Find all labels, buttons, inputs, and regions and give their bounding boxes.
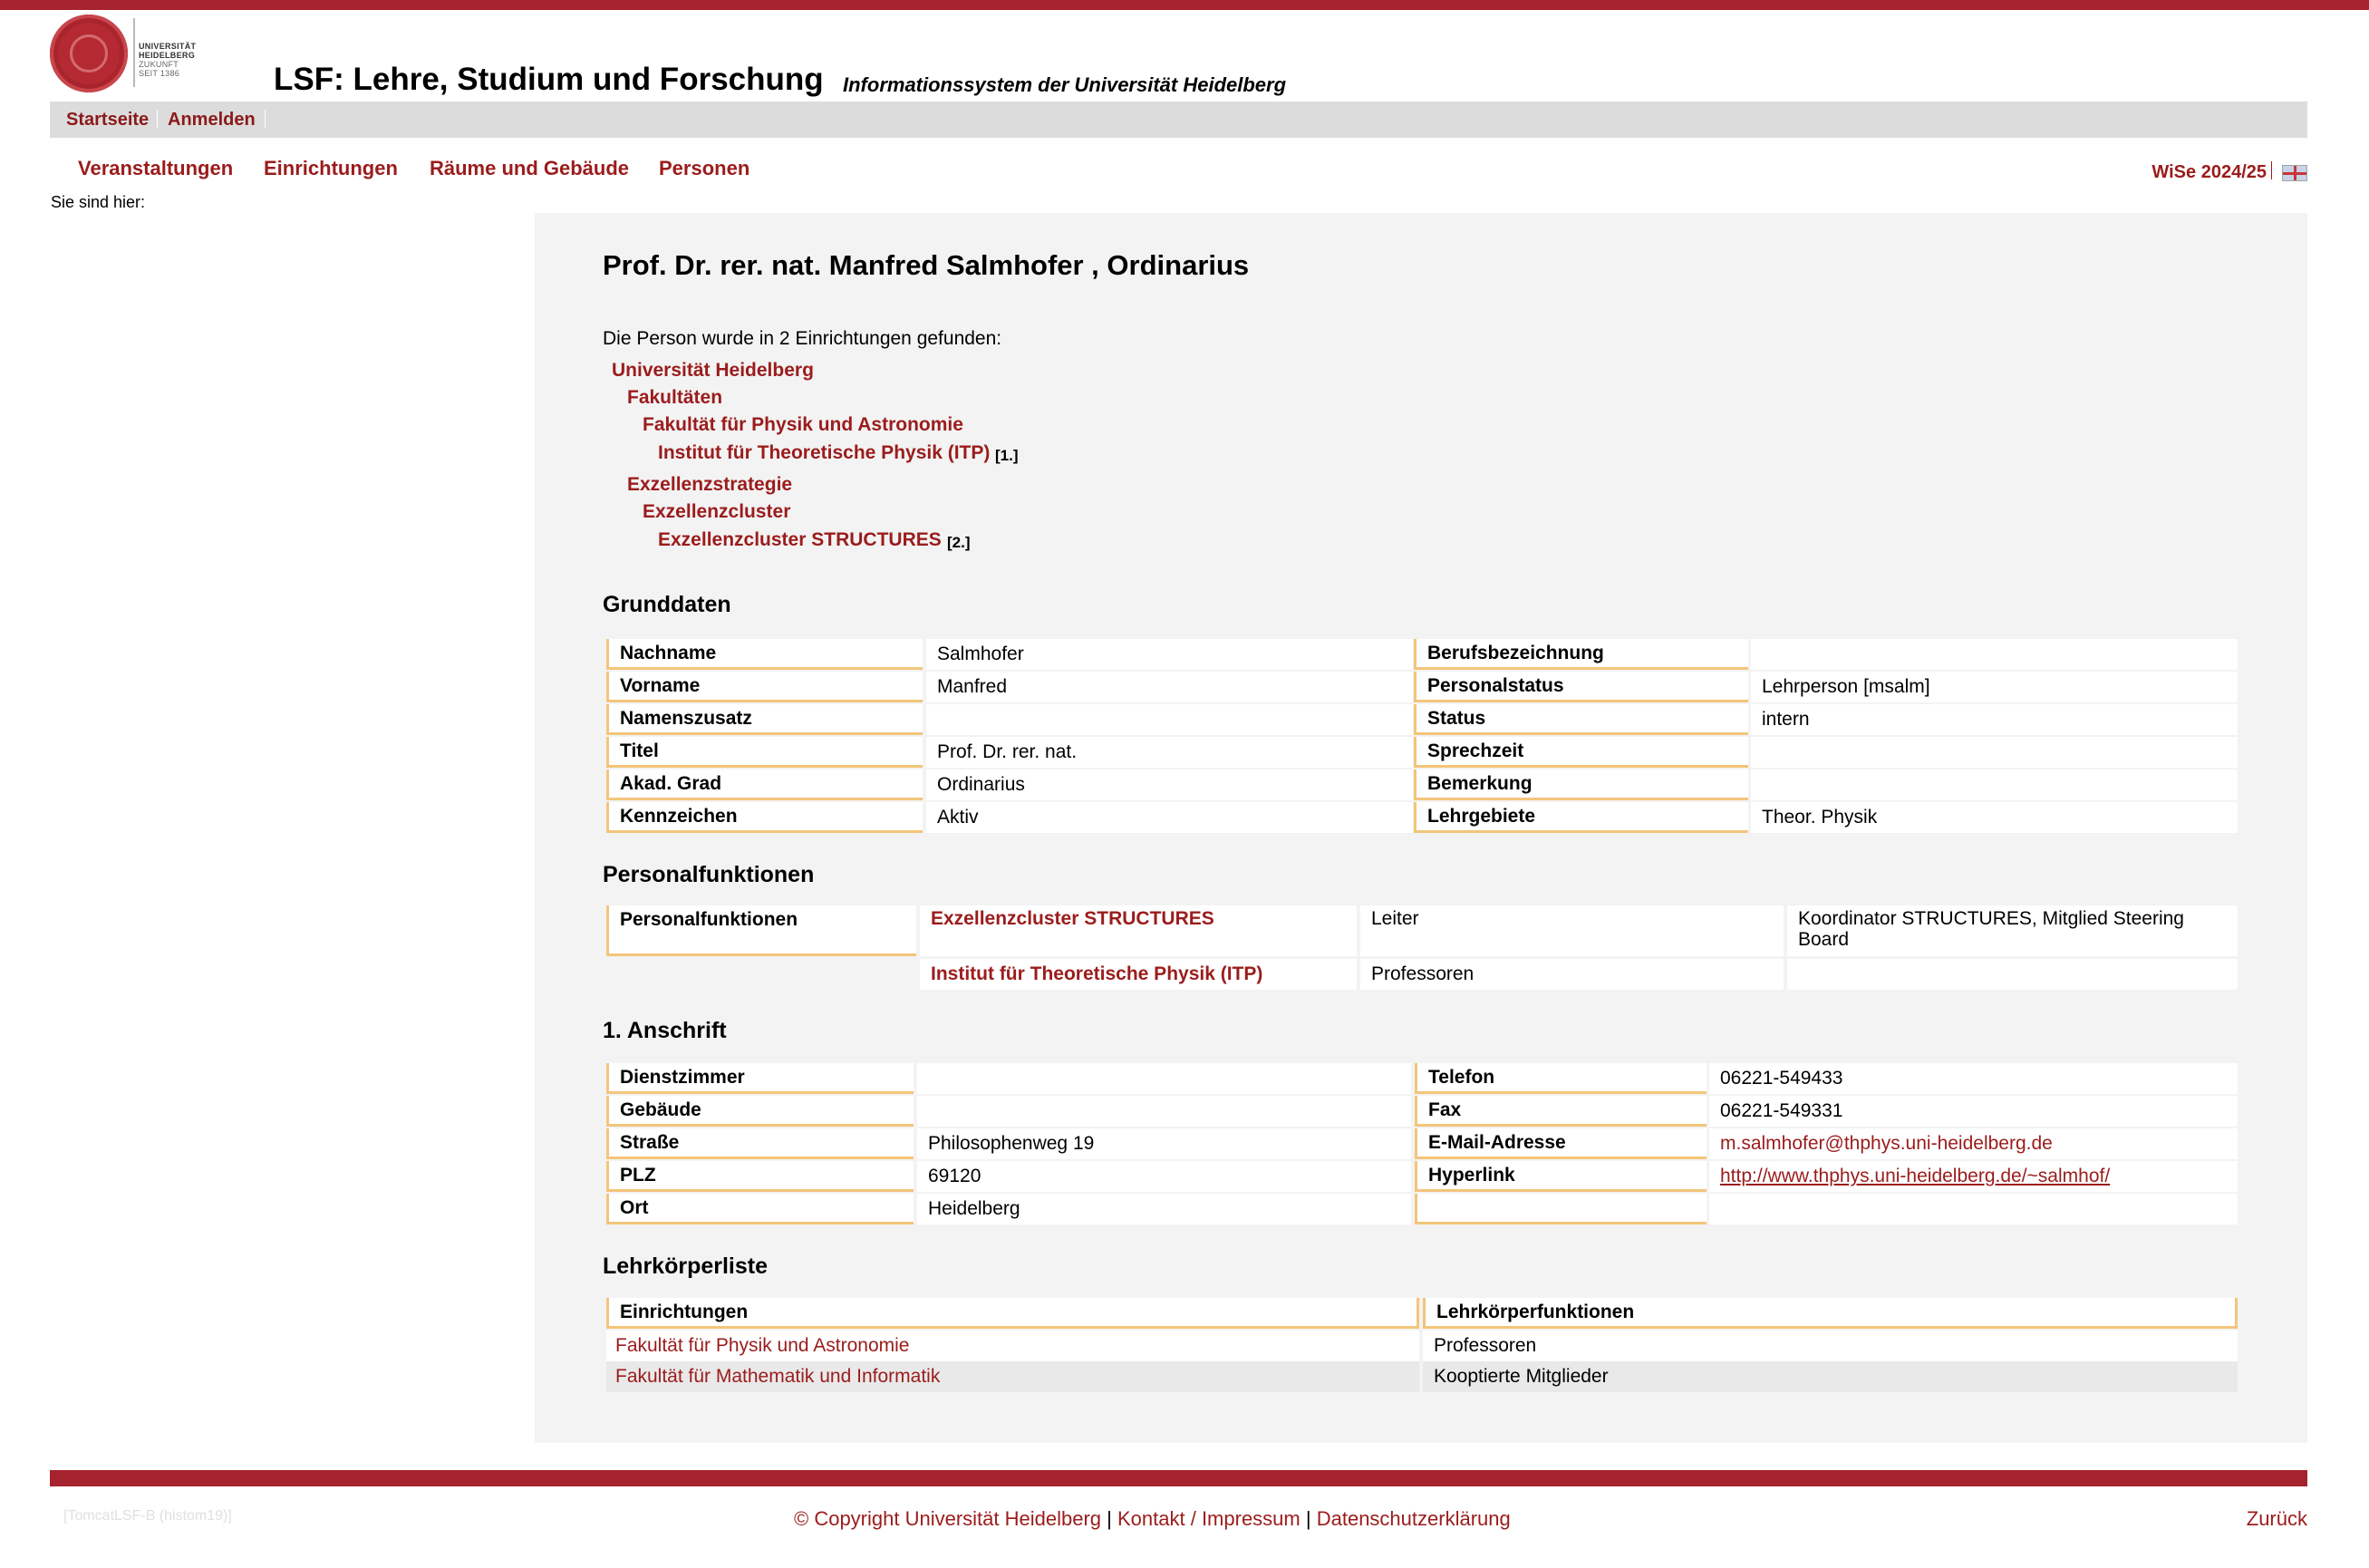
field-value: intern: [1751, 704, 2238, 735]
logo-line: HEIDELBERG: [139, 51, 196, 60]
field-value: [926, 704, 1413, 735]
table-row: [606, 672, 2238, 702]
breadcrumb: Sie sind hier:: [51, 193, 146, 211]
field-value: Lehrperson [msalm]: [1751, 672, 2238, 702]
logo-line: ZUKUNFT: [139, 60, 179, 69]
field-label: [1415, 1194, 1707, 1224]
field-value: 06221-549331: [1709, 1096, 2238, 1127]
content-panel: [535, 213, 2307, 1443]
field-label: Personalfunktionen: [606, 905, 916, 956]
field-label: Bemerkung: [1414, 769, 1748, 800]
column-header: Lehrkörperfunktionen: [1423, 1298, 2238, 1329]
funktion-bemerkung: Koordinator STRUCTURES, Mitglied Steering Board: [1787, 905, 2238, 956]
table-cell: [606, 1331, 1419, 1361]
field-label: Ort: [606, 1194, 914, 1224]
field-value: Aktiv: [926, 802, 1413, 833]
email-link[interactable]: m.salmhofer@thphys.uni-heidelberg.de: [1720, 1133, 2053, 1154]
tree-item[interactable]: Institut für Theoretische Physik (ITP): [658, 442, 991, 463]
link-separator: [265, 110, 266, 128]
found-text: Die Person wurde in 2 Einrichtungen gefunden:: [603, 328, 1002, 349]
top-link-bar: [50, 102, 2307, 138]
logo-line: UNIVERSITÄT: [139, 42, 197, 51]
lehrkoerper-title: Lehrkörperliste: [603, 1253, 769, 1279]
field-label: Vorname: [606, 672, 923, 702]
kontakt-link[interactable]: Kontakt / Impressum: [1117, 1507, 1301, 1530]
table-row: [606, 639, 2238, 670]
university-logo[interactable]: [50, 15, 204, 94]
table-row: [606, 704, 2238, 735]
field-value: [1709, 1128, 2238, 1159]
field-label: Akad. Grad: [606, 769, 923, 800]
semester-selector[interactable]: WiSe 2024/25: [2151, 162, 2267, 182]
field-label: Kennzeichen: [606, 802, 923, 833]
grunddaten-title: Grunddaten: [603, 592, 731, 617]
tree-ref: [2.]: [947, 534, 971, 551]
footer-separator: |: [1305, 1507, 1311, 1530]
logo-divider: [133, 18, 135, 87]
einrichtung-link[interactable]: Fakultät für Physik und Astronomie: [615, 1335, 910, 1356]
back-link[interactable]: Zurück: [2246, 1507, 2307, 1530]
einrichtung-link[interactable]: Institut für Theoretische Physik (ITP): [931, 963, 1263, 984]
field-label: Titel: [606, 737, 923, 768]
tree-item[interactable]: Exzellenzcluster STRUCTURES: [658, 529, 942, 550]
uk-flag-icon[interactable]: [2282, 165, 2307, 181]
nav-raeume-gebaeude[interactable]: Räume und Gebäude: [430, 157, 630, 179]
table-cell: [606, 1361, 1419, 1392]
field-value: [1751, 737, 2238, 768]
field-value: 69120: [917, 1161, 1411, 1192]
table-row: [606, 737, 2238, 768]
field-label: E-Mail-Adresse: [1415, 1128, 1707, 1159]
funktion-einrichtung: [920, 959, 1357, 990]
table-cell: Professoren: [1423, 1331, 2238, 1361]
field-label: Fax: [1415, 1096, 1707, 1127]
app-subtitle: Informationssystem der Universität Heidelberg: [843, 73, 1287, 96]
field-value: [1751, 639, 2238, 670]
link-separator: [157, 110, 158, 128]
einrichtung-link[interactable]: Exzellenzcluster STRUCTURES: [931, 908, 1214, 929]
field-value: [1751, 769, 2238, 800]
anschrift-title: 1. Anschrift: [603, 1018, 727, 1043]
table-row: [606, 1194, 2238, 1224]
server-tag: [TomcatLSF-B (histom19)]: [63, 1508, 232, 1524]
table-row: [606, 1063, 2238, 1094]
university-seal-icon: [50, 15, 128, 92]
field-label: Hyperlink: [1415, 1161, 1707, 1192]
field-value: [1709, 1194, 2238, 1224]
field-value: Prof. Dr. rer. nat.: [926, 737, 1413, 768]
field-label: Berufsbezeichnung: [1414, 639, 1748, 670]
field-label: Sprechzeit: [1414, 737, 1748, 768]
tree-item[interactable]: Exzellenzstrategie: [627, 474, 793, 495]
funktion-name: Professoren: [1360, 959, 1784, 990]
field-label: Lehrgebiete: [1414, 802, 1748, 833]
startseite-link[interactable]: Startseite: [66, 110, 150, 130]
tree-item[interactable]: Universität Heidelberg: [612, 360, 814, 381]
nav-einrichtungen[interactable]: Einrichtungen: [264, 157, 398, 179]
page-title: Prof. Dr. rer. nat. Manfred Salmhofer , Ordinarius: [603, 249, 1250, 281]
table-row: [606, 769, 2238, 800]
field-label: Straße: [606, 1128, 914, 1159]
footer-brand-bar: [50, 1470, 2307, 1486]
field-value: Ordinarius: [926, 769, 1413, 800]
funktion-name: Leiter: [1360, 905, 1784, 956]
column-header: Einrichtungen: [606, 1298, 1419, 1329]
app-title: LSF: Lehre, Studium und Forschung: [274, 62, 824, 97]
tree-item[interactable]: Exzellenzcluster: [643, 501, 791, 522]
field-value: [1709, 1161, 2238, 1192]
top-brand-bar: [0, 0, 2369, 10]
field-label: Status: [1414, 704, 1748, 735]
table-row: [606, 802, 2238, 833]
tree-item[interactable]: Fakultäten: [627, 387, 723, 408]
field-value: Philosophenweg 19: [917, 1128, 1411, 1159]
logo-line: SEIT 1386: [139, 69, 180, 78]
nav-veranstaltungen[interactable]: Veranstaltungen: [78, 157, 234, 179]
field-value: 06221-549433: [1709, 1063, 2238, 1094]
anmelden-link[interactable]: Anmelden: [168, 110, 256, 130]
table-row: [606, 1096, 2238, 1127]
field-label: Namenszusatz: [606, 704, 923, 735]
copyright-link[interactable]: © Copyright Universität Heidelberg: [794, 1507, 1102, 1530]
field-value: Salmhofer: [926, 639, 1413, 670]
footer-separator: |: [1107, 1507, 1112, 1530]
semester-separator: [2271, 161, 2272, 179]
einrichtung-link[interactable]: Fakultät für Mathematik und Informatik: [615, 1366, 941, 1387]
field-value: [917, 1063, 1411, 1094]
personalfunktionen-title: Personalfunktionen: [603, 862, 815, 887]
table-row: [606, 1161, 2238, 1192]
field-label: Gebäude: [606, 1096, 914, 1127]
funktion-bemerkung: [1787, 959, 2238, 990]
logo-wordmark: [139, 42, 196, 78]
table-row: [606, 1128, 2238, 1159]
field-label: Nachname: [606, 639, 923, 670]
field-value: Manfred: [926, 672, 1413, 702]
tree-ref: [1.]: [995, 447, 1019, 464]
field-label: Dienstzimmer: [606, 1063, 914, 1094]
tree-item[interactable]: Fakultät für Physik und Astronomie: [643, 414, 963, 435]
field-label: Personalstatus: [1414, 672, 1748, 702]
homepage-link[interactable]: http://www.thphys.uni-heidelberg.de/~salmhof/: [1720, 1166, 2111, 1186]
field-value: Heidelberg: [917, 1194, 1411, 1224]
field-label: PLZ: [606, 1161, 914, 1192]
nav-personen[interactable]: Personen: [659, 157, 750, 179]
field-value: [917, 1096, 1411, 1127]
datenschutz-link[interactable]: Datenschutzerklärung: [1316, 1507, 1511, 1530]
funktion-einrichtung: [920, 905, 1357, 956]
footer-links: [794, 1507, 1511, 1531]
field-value: Theor. Physik: [1751, 802, 2238, 833]
field-label: Telefon: [1415, 1063, 1707, 1094]
table-cell: Kooptierte Mitglieder: [1423, 1361, 2238, 1392]
